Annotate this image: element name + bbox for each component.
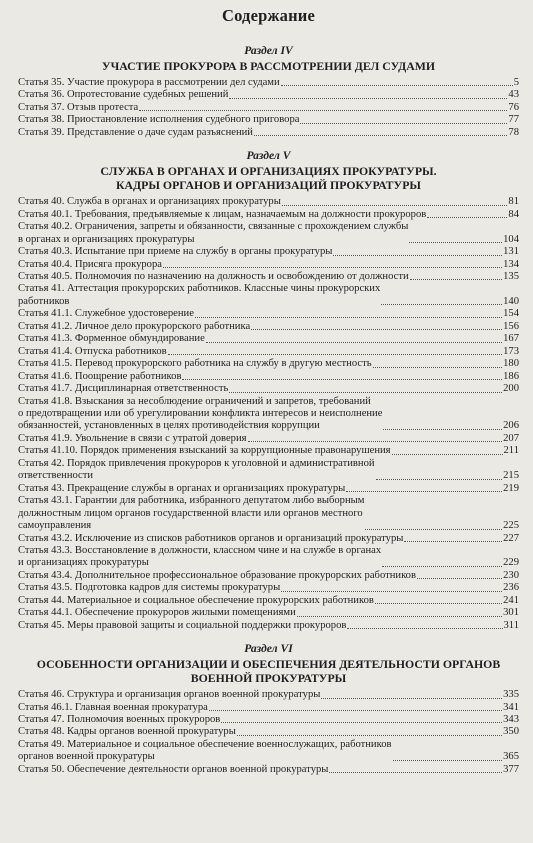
entry-title: Статья 42. Порядок привлечения прокуроров к уголовной и административной ответственности xyxy=(18,457,375,482)
entry-page-number: 76 xyxy=(508,101,519,113)
toc-entry xyxy=(18,607,519,619)
dot-leader xyxy=(375,603,502,604)
toc-section xyxy=(18,149,519,632)
toc-entry xyxy=(18,89,519,101)
entry-page-number: 343 xyxy=(503,714,519,726)
toc-entry xyxy=(18,726,519,738)
entry-page-number: 180 xyxy=(503,358,519,370)
dot-leader xyxy=(346,491,502,492)
toc-entry xyxy=(18,102,519,114)
dot-leader xyxy=(393,760,503,761)
dot-leader xyxy=(297,616,502,617)
entry-title: Статья 37. Отзыв протеста xyxy=(18,101,139,113)
entry-title: Статья 40.4. Присяга прокурора xyxy=(18,258,162,270)
entry-title: Статья 35. Участие прокурора в рассмотрении дел судами xyxy=(18,77,280,88)
entry-page-number: 311 xyxy=(503,619,519,631)
dot-leader xyxy=(248,441,503,442)
dot-leader xyxy=(427,217,507,218)
entry-page-number: 131 xyxy=(503,246,519,258)
toc-entry xyxy=(18,714,519,726)
entry-title: Статья 40.5. Полномочия по назначению на должность и освобождению от должности xyxy=(18,270,409,282)
entry-title: Статья 40.1. Требования, предъявляемые к лицам, назначаемым на должности прокуроров xyxy=(18,208,427,220)
toc-entry xyxy=(18,582,519,594)
toc-entry xyxy=(18,445,519,457)
entry-title: Статья 46. Структура и организация органов военной прокуратуры xyxy=(18,689,321,701)
toc-section xyxy=(18,642,519,776)
dot-leader xyxy=(237,735,502,736)
section-title: УЧАСТИЕ ПРОКУРОРА В РАССМОТРЕНИИ ДЕЛ СУДАМИ xyxy=(101,59,436,73)
toc-entry xyxy=(18,77,519,89)
entry-title: Статья 43.1. Гарантии для работника, избранного депутатом либо выборным должностным лицом органов государственной власти или органов местного самоуправления xyxy=(18,495,365,532)
toc-entry xyxy=(18,396,519,433)
dot-leader xyxy=(321,698,502,699)
entry-title: Статья 36. Опротестование судебных решений xyxy=(18,89,229,101)
entry-page-number: 104 xyxy=(503,233,519,245)
toc-entry xyxy=(18,196,519,208)
toc-entry xyxy=(18,739,519,764)
entry-title: Статья 41.6. Поощрение работников xyxy=(18,370,182,382)
entry-page-number: 211 xyxy=(503,445,519,457)
entry-page-number: 135 xyxy=(503,270,519,282)
toc-entry xyxy=(18,321,519,333)
dot-leader xyxy=(417,578,502,579)
dot-leader xyxy=(221,722,502,723)
entry-title: Статья 47. Полномочия военных прокуроров xyxy=(18,714,221,726)
dot-leader xyxy=(365,529,502,530)
entry-title: Статья 43.4. Дополнительное профессиональное образование прокурорских работников xyxy=(18,569,416,581)
toc-entry xyxy=(18,483,519,495)
entry-title: Статья 41.1. Служебное удостоверение xyxy=(18,308,194,320)
dot-leader xyxy=(281,591,502,592)
entry-title: Статья 41.10. Порядок применения взысканий за коррупционные правонарушения xyxy=(18,445,391,457)
entry-title: Статья 43.5. Подготовка кадров для системы прокуратуры xyxy=(18,582,281,594)
section-heading: Раздел V xyxy=(246,149,291,163)
toc-entry xyxy=(18,595,519,607)
entry-page-number: 78 xyxy=(508,126,519,138)
entry-title: Статья 41.4. Отпуска работников xyxy=(18,345,167,357)
dot-leader xyxy=(300,123,507,124)
dot-leader xyxy=(229,392,502,393)
dot-leader xyxy=(163,267,502,268)
dot-leader xyxy=(329,772,502,773)
entry-title: Статья 40. Служба в органах и организациях прокуратуры xyxy=(18,196,281,208)
dot-leader xyxy=(195,317,502,318)
page-title: Содержание xyxy=(221,6,316,25)
entry-page-number: 350 xyxy=(503,726,519,738)
toc-entry xyxy=(18,383,519,395)
toc-entry xyxy=(18,308,519,320)
toc-entry xyxy=(18,433,519,445)
toc-entry xyxy=(18,764,519,776)
dot-leader xyxy=(209,710,502,711)
entry-page-number: 84 xyxy=(508,208,519,220)
entry-page-number: 81 xyxy=(508,196,519,208)
entry-title: Статья 45. Меры правовой защиты и социальной поддержки прокуроров xyxy=(18,619,347,631)
entry-page-number: 77 xyxy=(508,114,519,126)
toc-entry xyxy=(18,458,519,483)
dot-leader xyxy=(410,279,502,280)
dot-leader xyxy=(347,628,502,629)
entry-title: Статья 43. Прекращение службы в органах и организациях прокуратуры xyxy=(18,482,346,494)
entry-title: Статья 40.3. Испытание при приеме на службу в органы прокуратуры xyxy=(18,246,333,258)
entry-page-number: 154 xyxy=(503,308,519,320)
entry-page-number: 5 xyxy=(513,77,519,88)
section-heading: Раздел VI xyxy=(244,642,293,656)
dot-leader xyxy=(281,85,513,86)
entry-title: Статья 50. Обеспечение деятельности органов военной прокуратуры xyxy=(18,763,329,775)
entry-title: Статья 44.1. Обеспечение прокуроров жилыми помещениями xyxy=(18,607,296,619)
entry-page-number: 229 xyxy=(503,557,519,569)
dot-leader xyxy=(376,479,503,480)
toc-entry xyxy=(18,495,519,532)
toc-entry xyxy=(18,114,519,126)
entry-page-number: 186 xyxy=(503,370,519,382)
toc-entry xyxy=(18,620,519,632)
entry-title: Статья 44. Материальное и социальное обеспечение прокурорских работников xyxy=(18,594,374,606)
dot-leader xyxy=(139,110,507,111)
section-title: ОСОБЕННОСТИ ОРГАНИЗАЦИИ И ОБЕСПЕЧЕНИЯ ДЕЯТЕЛЬНОСТИ ОРГАНОВ ВОЕННОЙ ПРОКУРАТУРЫ xyxy=(36,657,501,686)
entry-page-number: 335 xyxy=(503,689,519,701)
toc-entry xyxy=(18,221,519,246)
dot-leader xyxy=(229,98,507,99)
entry-page-number: 200 xyxy=(503,383,519,395)
entry-page-number: 207 xyxy=(503,432,519,444)
entry-page-number: 230 xyxy=(503,569,519,581)
entry-page-number: 156 xyxy=(503,320,519,332)
entry-page-number: 341 xyxy=(503,701,519,713)
entry-title: Статья 49. Материальное и социальное обеспечение военнослужащих, работников органов военной прокуратуры xyxy=(18,738,392,763)
entry-title: Статья 41.7. Дисциплинарная ответственность xyxy=(18,383,229,395)
dot-leader xyxy=(333,255,502,256)
entry-title: Статья 38. Приостановление исполнения судебного приговора xyxy=(18,114,300,126)
toc-entry xyxy=(18,346,519,358)
dot-leader xyxy=(251,329,502,330)
dot-leader xyxy=(282,205,508,206)
entry-page-number: 241 xyxy=(503,594,519,606)
entry-page-number: 301 xyxy=(503,607,519,619)
entry-title: Статья 43.2. Исключение из списков работников органов и организаций прокуратуры xyxy=(18,532,404,544)
dot-leader xyxy=(382,566,502,567)
toc-entry xyxy=(18,246,519,258)
toc-entry xyxy=(18,545,519,570)
dot-leader xyxy=(381,304,502,305)
toc-entry xyxy=(18,570,519,582)
entry-page-number: 173 xyxy=(503,345,519,357)
entry-page-number: 206 xyxy=(503,420,519,432)
entry-page-number: 167 xyxy=(503,333,519,345)
dot-leader xyxy=(168,354,502,355)
toc-entry xyxy=(18,371,519,383)
toc-entry xyxy=(18,209,519,221)
entry-page-number: 215 xyxy=(503,470,519,482)
toc-entry xyxy=(18,283,519,308)
entry-page-number: 225 xyxy=(503,520,519,532)
toc-entry xyxy=(18,702,519,714)
toc-entry xyxy=(18,533,519,545)
section-title: СЛУЖБА В ОРГАНАХ И ОРГАНИЗАЦИЯХ ПРОКУРАТУРЫ. КАДРЫ ОРГАНОВ И ОРГАНИЗАЦИЙ ПРОКУРАТУРЫ xyxy=(100,164,437,193)
dot-leader xyxy=(383,429,502,430)
entry-title: Статья 41.5. Перевод прокурорского работника на службу в другую местность xyxy=(18,358,372,370)
toc-entry xyxy=(18,259,519,271)
entry-page-number: 134 xyxy=(503,258,519,270)
toc-entry xyxy=(18,271,519,283)
entry-title: Статья 41.2. Личное дело прокурорского работника xyxy=(18,320,251,332)
section-heading: Раздел IV xyxy=(244,44,293,57)
entry-title: Статья 39. Представление о даче судам разъяснений xyxy=(18,126,253,138)
entry-page-number: 43 xyxy=(508,89,519,101)
entry-title: Статья 46.1. Главная военная прокуратура xyxy=(18,701,208,713)
toc-entry xyxy=(18,127,519,139)
entry-title: Статья 41.3. Форменное обмундирование xyxy=(18,333,205,345)
entry-page-number: 236 xyxy=(503,582,519,594)
entry-title: Статья 41.9. Увольнение в связи с утратой доверия xyxy=(18,432,247,444)
dot-leader xyxy=(206,342,502,343)
toc-section xyxy=(18,44,519,139)
dot-leader xyxy=(392,454,503,455)
dot-leader xyxy=(254,135,507,136)
entry-page-number: 140 xyxy=(503,295,519,307)
toc-entry xyxy=(18,333,519,345)
entry-page-number: 219 xyxy=(503,482,519,494)
toc-entry xyxy=(18,689,519,701)
entry-title: Статья 40.2. Ограничения, запреты и обязанности, связанные с прохождением службы в органах и организациях прокуратуры xyxy=(18,221,409,245)
entry-title: Статья 43.3. Восстановление в должности, классном чине и на службе в органах и организациях прокуратуры xyxy=(18,544,382,569)
dot-leader xyxy=(409,242,502,243)
toc-entry xyxy=(18,358,519,370)
entry-page-number: 377 xyxy=(503,763,519,775)
dot-leader xyxy=(373,367,503,368)
entry-title: Статья 41.8. Взыскания за несоблюдение ограничений и запретов, требований о предотвращении или об урегулировании конфликта интересов и неисполнение обязанностей, установленных в целях противодействия коррупции xyxy=(18,395,383,432)
toc-sections xyxy=(18,44,519,776)
dot-leader xyxy=(404,541,502,542)
entry-title: Статья 41. Аттестация прокурорских работников. Классные чины прокурорских работников xyxy=(18,283,381,307)
dot-leader xyxy=(182,379,502,380)
entry-page-number: 365 xyxy=(503,751,519,763)
entry-title: Статья 48. Кадры органов военной прокуратуры xyxy=(18,726,236,738)
entry-page-number: 227 xyxy=(503,532,519,544)
